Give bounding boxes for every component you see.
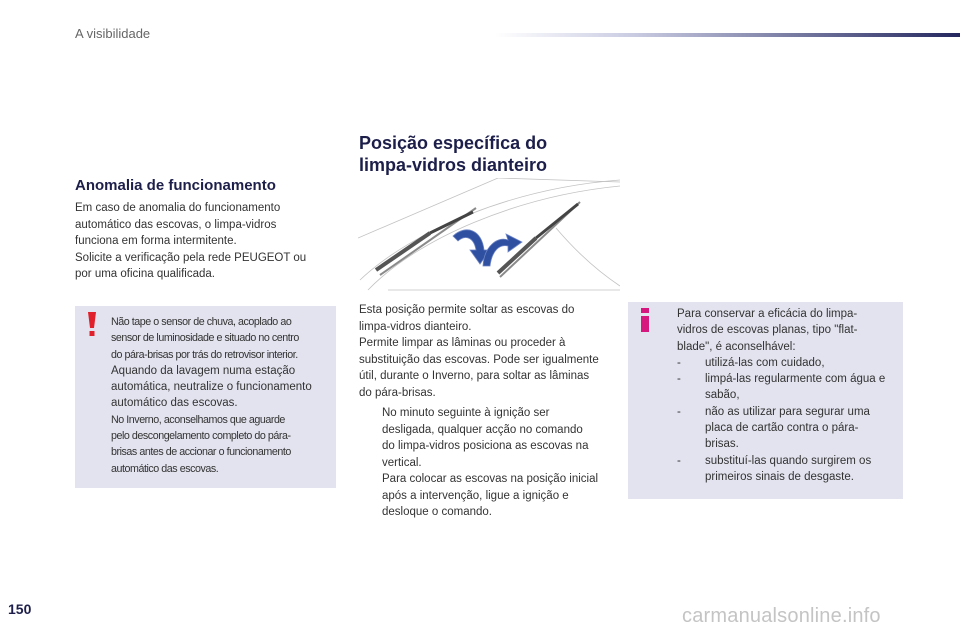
text-line: automática, neutralize o funcionamento <box>111 381 312 394</box>
list-item <box>677 355 897 371</box>
text-line: automático das escovas. <box>111 462 219 475</box>
text-line: útil, durante o Inverno, para soltar as lâminas <box>359 370 590 382</box>
text-line: utilizá-las com cuidado, <box>705 356 825 369</box>
dash-marker: - <box>677 356 681 369</box>
info-text <box>677 306 897 485</box>
text-line: sensor de luminosidade e situado no centro <box>111 332 299 345</box>
warning-winter-note <box>111 412 331 477</box>
heading-line: limpa-vidros dianteiro <box>359 155 548 175</box>
text-line: do pára-brisas por trás do retrovisor interior. <box>111 348 298 361</box>
malfunction-paragraph <box>75 200 337 283</box>
text-line: desloque o comando. <box>382 506 492 518</box>
wiper-illustration <box>358 178 620 293</box>
info-intro <box>677 306 897 355</box>
text-line: sabão, <box>705 389 740 402</box>
warning-carwash-note <box>111 363 331 412</box>
text-line: Solicite a verificação pela rede PEUGEOT ou <box>75 251 307 264</box>
list-item <box>677 371 897 404</box>
dash-marker: - <box>677 454 681 467</box>
dash-marker: - <box>677 373 681 386</box>
windshield-outline <box>358 178 620 290</box>
care-list <box>677 355 897 485</box>
text-line: Esta posição permite soltar as escovas do <box>359 304 575 316</box>
text-line: Aquando da lavagem numa estação <box>111 364 296 377</box>
header-gradient-bar <box>495 33 960 37</box>
section-title: A visibilidade <box>75 26 151 41</box>
text-line: limpa-vidros dianteiro. <box>359 320 472 333</box>
text-line: funciona em forma intermitente. <box>75 235 237 247</box>
dash-marker: - <box>677 405 681 418</box>
text-line: Em caso de anomalia do funcionamento <box>75 202 281 214</box>
text-line: não as utilizar para segurar uma <box>705 405 870 418</box>
text-line: por uma oficina qualificada. <box>75 268 215 280</box>
text-line: automático das escovas. <box>111 397 238 410</box>
text-line: Permite limpar as lâminas ou proceder à <box>359 337 566 349</box>
exclamation-icon <box>85 311 99 337</box>
text-line: brisas antes de accionar o funcionamento <box>111 446 291 459</box>
text-line: do limpa-vidros posiciona as escovas na <box>382 440 589 452</box>
info-box <box>628 302 903 499</box>
text-line: No Inverno, aconselhamos que aguarde <box>111 413 285 426</box>
info-icon <box>640 307 650 333</box>
text-line: pelo descongelamento completo do pára- <box>111 430 291 443</box>
service-position-paragraph <box>359 302 621 401</box>
heading-line: Posição específica do <box>359 133 548 153</box>
text-line: primeiros sinais de desgaste. <box>705 470 854 483</box>
text-line: No minuto seguinte à ignição ser <box>382 407 550 419</box>
text-line: automático das escovas, o limpa-vidros <box>75 218 277 231</box>
text-line: do pára-brisas. <box>359 386 436 399</box>
warning-text <box>111 314 331 477</box>
list-item <box>359 405 621 471</box>
list-item <box>677 453 897 486</box>
text-line: brisas. <box>705 438 739 451</box>
text-line: Não tape o sensor de chuva, acoplado ao <box>111 316 292 328</box>
text-line: placa de cartão contra o pára- <box>705 422 859 435</box>
malfunction-heading: Anomalia de funcionamento <box>75 177 276 194</box>
text-line: vidros de escovas planas, tipo "flat- <box>677 324 858 337</box>
text-line: substituí-las quando surgirem os <box>705 454 872 467</box>
text-line: substituição das escovas. Pode ser igualmente <box>359 353 599 366</box>
text-line: Para conservar a eficácia do limpa- <box>677 308 858 320</box>
service-position-heading <box>359 132 619 176</box>
text-line: desligada, qualquer acção no comando <box>382 423 583 436</box>
list-item <box>359 471 621 521</box>
text-line: Para colocar as escovas na posição inicial <box>382 473 599 485</box>
wiper-arm-left <box>376 208 476 275</box>
text-line: vertical. <box>382 456 422 469</box>
procedure-list <box>359 405 621 521</box>
text-line: blade", é aconselhável: <box>677 340 796 353</box>
watermark: carmanualsonline.info <box>682 605 881 627</box>
text-line: limpá-las regularmente com água e <box>705 373 886 386</box>
warning-sensor-note <box>111 314 331 363</box>
page-number: 150 <box>8 601 32 617</box>
warning-box <box>75 306 336 488</box>
list-item <box>677 404 897 453</box>
text-line: após a intervenção, ligue a ignição e <box>382 489 569 502</box>
